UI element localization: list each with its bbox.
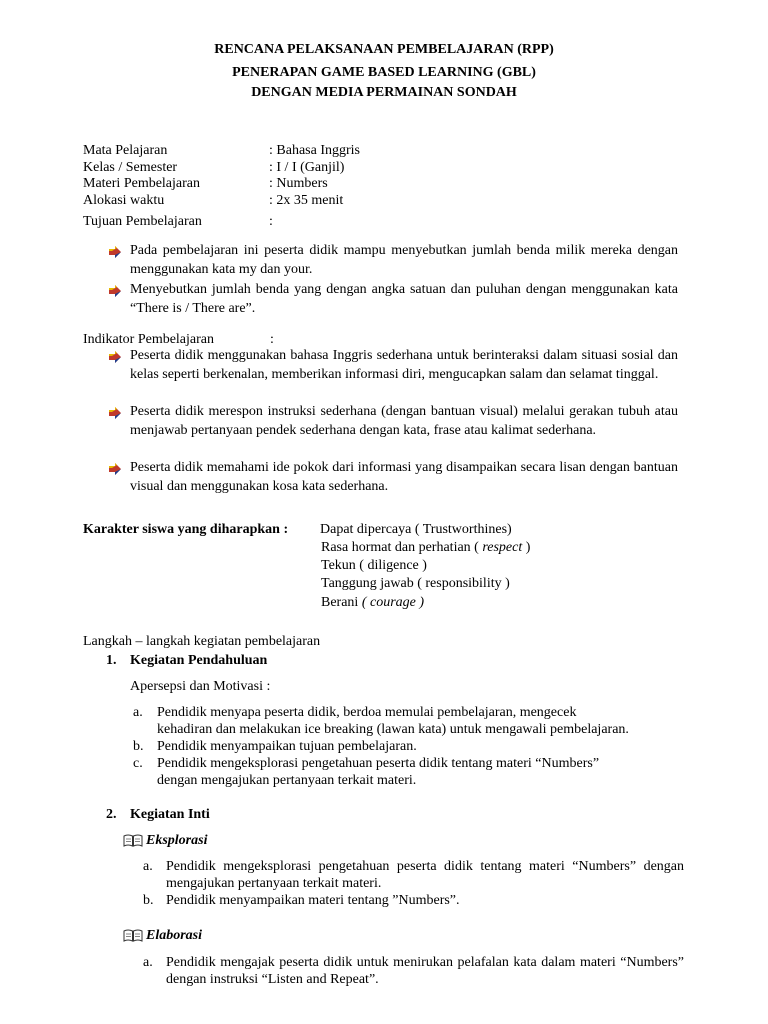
- arrow-bullet-icon: [109, 463, 121, 475]
- indikator-item-1: Peserta didik menggunakan bahasa Inggris sederhana untuk berinteraksi dalam situasi sosial dan kelas seperti berkenalan, memberikan informasi diri, mengucapkan salam dan selamat tinggal.: [130, 348, 678, 382]
- indikator-label: Indikator Pembelajaran: [83, 332, 215, 347]
- info-value-tujuan: :: [269, 214, 273, 229]
- info-label-materi: Materi Pembelajaran: [83, 176, 201, 191]
- arrow-bullet-icon: [109, 407, 121, 419]
- eksplorasi-heading: Eksplorasi: [146, 833, 208, 848]
- eksplorasi-item-b: Pendidik menyampaikan materi tentang ”Numbers”.: [166, 893, 460, 908]
- karakter-item-4: Tanggung jawab ( responsibility ): [321, 576, 510, 591]
- info-label-alokasi: Alokasi waktu: [83, 193, 165, 208]
- tujuan-item-1: Pada pembelajaran ini peserta didik mampu menyebutkan jumlah benda milik mereka dengan menggunakan kata my dan your.: [130, 243, 678, 277]
- doc-title-line-1: RENCANA PELAKSANAAN PEMBELAJARAN (RPP): [214, 42, 554, 57]
- pendahuluan-heading: Kegiatan Pendahuluan: [130, 653, 268, 668]
- indikator-colon: :: [270, 332, 274, 347]
- pendahuluan-letter-a: a.: [133, 705, 143, 720]
- tujuan-item-2: Menyebutkan jumlah benda yang dengan angka satuan dan puluhan dengan menggunakan kata “There is / There are”.: [130, 282, 678, 316]
- info-label-mapel: Mata Pelajaran: [83, 143, 168, 158]
- info-value-alokasi: : 2x 35 menit: [269, 193, 344, 208]
- eksplorasi-letter-a: a.: [143, 859, 153, 874]
- arrow-bullet-icon: [109, 246, 121, 258]
- inti-heading: Kegiatan Inti: [130, 807, 210, 822]
- pendahuluan-number: 1.: [106, 653, 117, 668]
- arrow-bullet-icon: [109, 285, 121, 297]
- eksplorasi-item-a: Pendidik mengeksplorasi pengetahuan peserta didik tentang materi “Numbers” dengan mengajukan pertanyaan terkait materi.: [166, 859, 684, 891]
- indikator-item-2: Peserta didik merespon instruksi sederhana (dengan bantuan visual) melalui gerakan tubuh atau menjawab pertanyaan pendek sederhana dengan kata, frase atau kalimat sederhana.: [130, 404, 678, 438]
- doc-title-line-3: DENGAN MEDIA PERMAINAN SONDAH: [251, 85, 517, 100]
- karakter-item-1: Dapat dipercaya ( Trustworthines): [320, 522, 512, 537]
- karakter-item-3: Tekun ( diligence ): [321, 558, 427, 573]
- eksplorasi-letter-b: b.: [143, 893, 154, 908]
- karakter-item-2: Rasa hormat dan perhatian ( respect ): [321, 540, 531, 555]
- pendahuluan-letter-c: c.: [133, 756, 143, 771]
- elaborasi-item-a: Pendidik mengajak peserta didik untuk menirukan pelafalan kata dalam materi “Numbers” dengan instruksi “Listen and Repeat”.: [166, 955, 684, 987]
- info-value-kelas: : I / I (Ganjil): [269, 160, 345, 175]
- pendahuluan-item-a-line1: Pendidik menyapa peserta didik, berdoa memulai pembelajaran, mengecek: [157, 705, 577, 720]
- karakter-label: Karakter siswa yang diharapkan :: [83, 522, 289, 537]
- info-label-kelas: Kelas / Semester: [83, 160, 178, 175]
- elaborasi-heading: Elaborasi: [146, 928, 203, 943]
- doc-title-line-2: PENERAPAN GAME BASED LEARNING (GBL): [232, 65, 536, 80]
- info-value-materi: : Numbers: [269, 176, 328, 191]
- karakter-item-5: Berani ( courage ): [321, 595, 425, 610]
- langkah-title: Langkah – langkah kegiatan pembelajaran: [83, 634, 321, 649]
- inti-number: 2.: [106, 807, 117, 822]
- elaborasi-letter-a: a.: [143, 955, 153, 970]
- info-value-mapel: : Bahasa Inggris: [269, 143, 360, 158]
- pendahuluan-item-a-line2: kehadiran dan melakukan ice breaking (lawan kata) untuk mengawali pembelajaran.: [157, 722, 629, 737]
- pendahuluan-item-c-line1: Pendidik mengeksplorasi pengetahuan peserta didik tentang materi “Numbers”: [157, 756, 600, 771]
- pendahuluan-item-b: Pendidik menyampaikan tujuan pembelajaran.: [157, 739, 417, 754]
- book-icon: [123, 929, 143, 942]
- pendahuluan-item-c-line2: dengan mengajukan pertanyaan terkait materi.: [157, 773, 417, 788]
- indikator-item-3: Peserta didik memahami ide pokok dari informasi yang disampaikan secara lisan dengan bantuan visual dan menggunakan kosa kata sederhana.: [130, 460, 678, 494]
- pendahuluan-letter-b: b.: [133, 739, 144, 754]
- apersepsi-label: Apersepsi dan Motivasi :: [130, 679, 271, 694]
- book-icon: [123, 834, 143, 847]
- arrow-bullet-icon: [109, 351, 121, 363]
- info-label-tujuan: Tujuan Pembelajaran: [83, 214, 202, 229]
